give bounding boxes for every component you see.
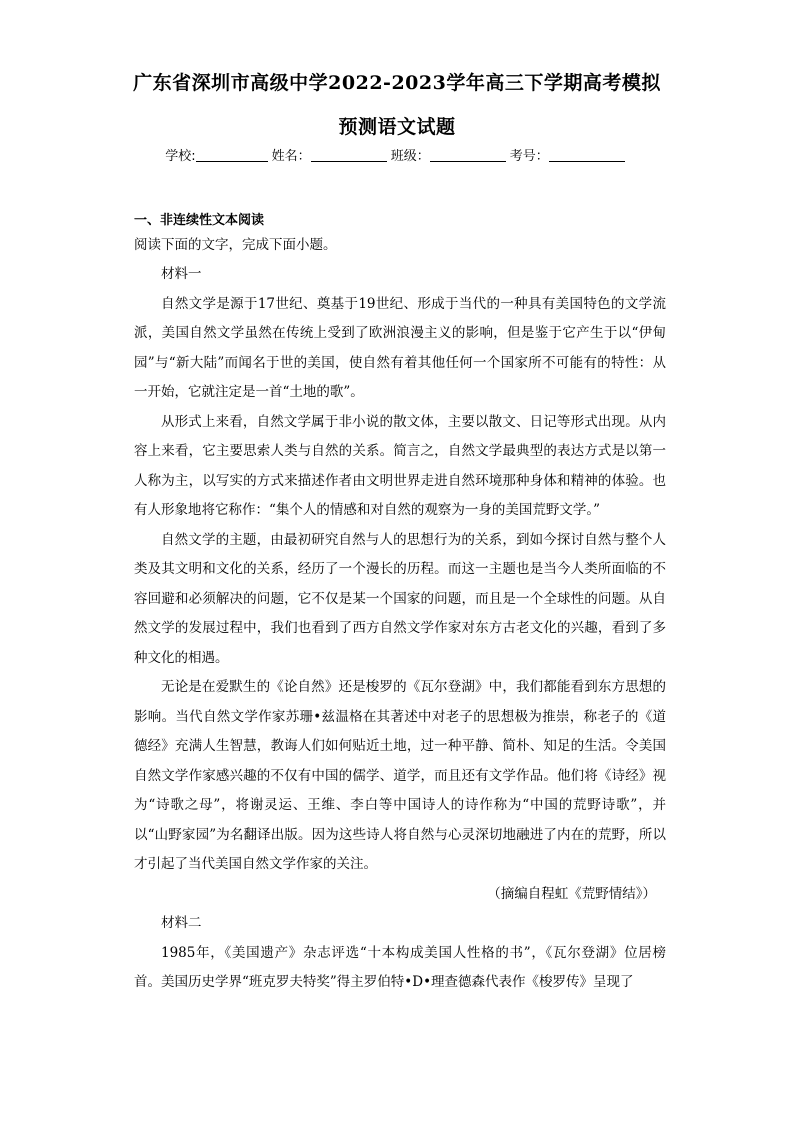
section-instruction: 阅读下面的文字，完成下面小题。 [134, 237, 337, 253]
material1-paragraph: 从形式上来看，自然文学属于非小说的散文体，主要以散文、日记等形式出现。从内容上来看，它主要思索人类与自然的关系。简言之，自然文学最典型的表达方式是以第一人称为主，以写实的方式来描述作者由文明世界走进自然环境那种身体和精神的体验。也有人形象地将它称作：“集个人的情感和对自然的观察为一身的美国荒野文学。” [134, 413, 666, 518]
school-label: 学校: [165, 149, 196, 164]
material2-paragraph: 1985年，《美国遗产》杂志评选“十本构成美国人性格的书”，《瓦尔登湖》位居榜首。美国历史学界“班克罗夫特奖”得主罗伯特•D•理查德森代表作《梭罗传》呈现了 [134, 944, 666, 990]
material1-paragraph: 无论是在爱默生的《论自然》还是梭罗的《瓦尔登湖》中，我们都能看到东方思想的影响。当代自然文学作家苏珊•兹温格在其著述中对老子的思想极为推崇，称老子的《道德经》充满人生智慧，教诲人们如何贴近土地，过一种平静、简朴、知足的生活。令美国自然文学作家感兴趣的不仅有中国的儒学、道学，而且还有文学作品。他们将《诗经》视为“诗歌之母”，将谢灵运、王维、李白等中国诗人的诗作称为“中国的荒野诗歌”，并以“山野家园”为名翻译出版。因为这些诗人将自然与心灵深切地融进了内在的荒野，所以才引起了当代美国自然文学作家的关注。 [134, 679, 666, 872]
material1-paragraph: 自然文学是源于17世纪、奠基于19世纪、形成于当代的一种具有美国特色的文学流派，美国自然文学虽然在传统上受到了欧洲浪漫主义的影响，但是鉴于它产生于以“伊甸园”与“新大陆”而闻名于世的美国，使自然有着其他任何一个国家所不可能有的特性：从一开始，它就注定是一首“土地的歌”。 [134, 295, 666, 400]
material1-label: 材料一 [161, 266, 202, 282]
student-info-line [0, 145, 794, 164]
material1-paragraph: 自然文学的主题，由最初研究自然与人的思想行为的关系，到如今探讨自然与整个人类及其文明和文化的关系，经历了一个漫长的历程。而这一主题也是当今人类所面临的不容回避和必须解决的问题，它不仅是某一个国家的问题，而且是一个全球性的问题。从自然文学的发展过程中，我们也看到了西方自然文学作家对东方古老文化的兴趣，看到了多种文化的相遇。 [134, 531, 666, 666]
material2-label: 材料二 [161, 915, 202, 931]
section-heading: 一、非连续性文本阅读 [134, 213, 265, 228]
material1-source: （摘编自程虹《荒野情结》） [487, 885, 656, 902]
name-label: 姓名： [271, 149, 311, 164]
exam-no-blank [549, 149, 625, 162]
class-blank [430, 149, 506, 162]
class-label: 班级： [390, 149, 430, 164]
school-blank [196, 149, 268, 162]
name-blank [311, 149, 387, 162]
document-title-line2: 预测语文试题 [338, 116, 456, 138]
document-title-line1: 广东省深圳市高级中学2022-2023学年高三下学期高考模拟 [133, 72, 661, 94]
exam-no-label: 考号： [509, 149, 549, 164]
reading-text [134, 260, 666, 998]
